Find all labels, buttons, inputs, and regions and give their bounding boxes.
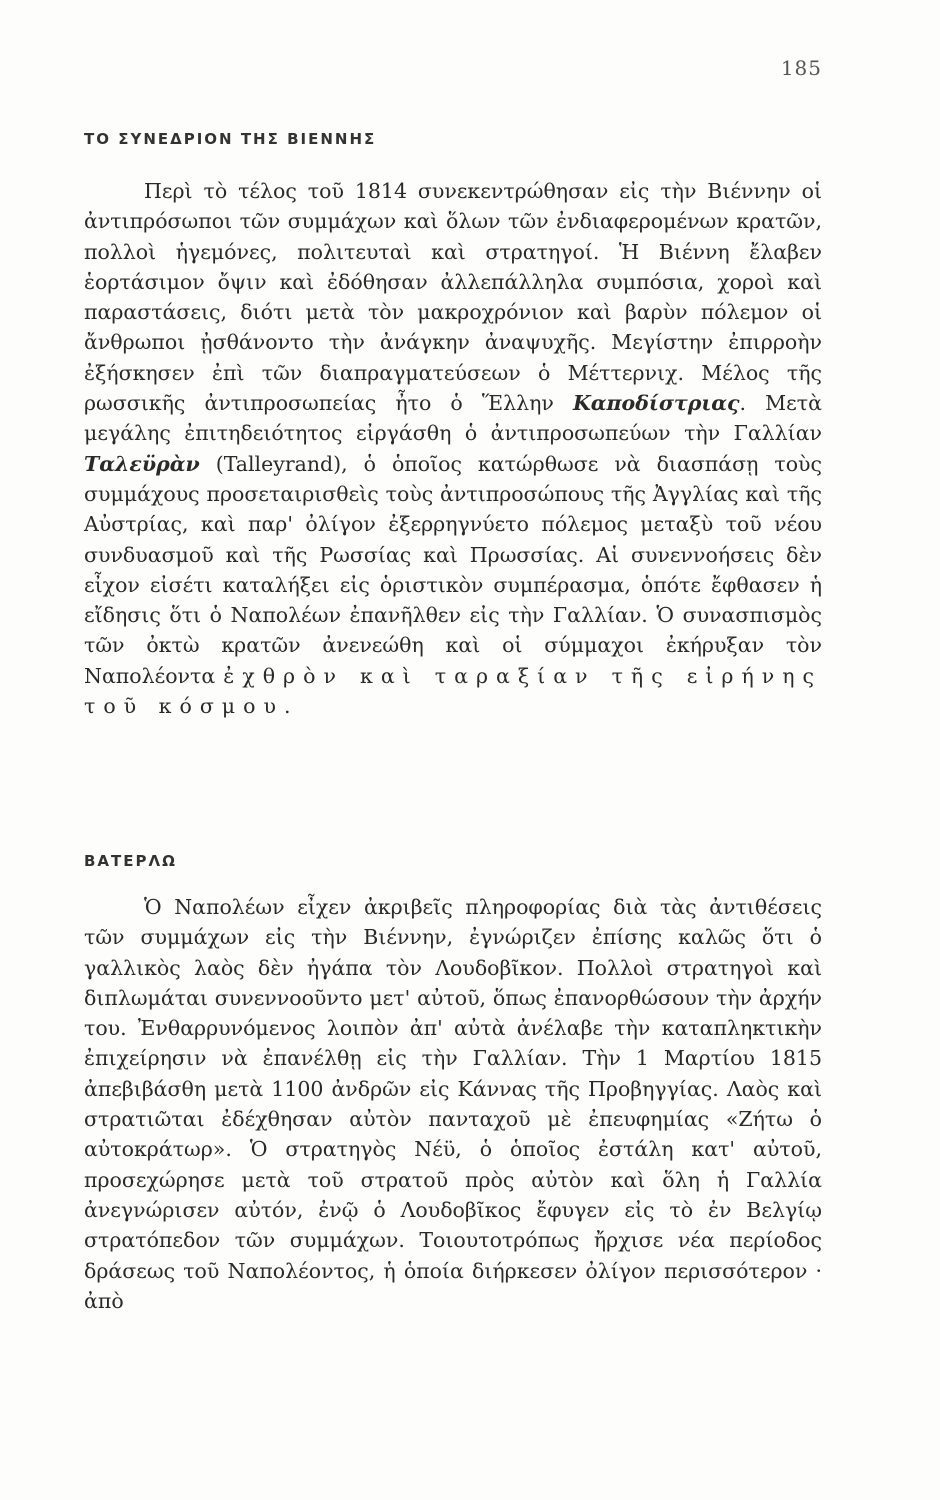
text-run: Περὶ τὸ τέλος τοῦ 1814 συνεκεντρώθησαν εἰς τὴν Βιέννην οἱ ἀντιπρόσωποι τῶν συμμάχων καὶ ὅλων τῶν ἐνδιαφερομένων κρατῶν, πολλοὶ ἡγεμόνες, πολιτευταὶ καὶ στρατηγοί. Ἡ Βιέννη ἔλαβεν ἑορτάσιμον ὄψιν καὶ ἐδόθησαν ἀλλεπάλληλα συμπόσια, χοροὶ καὶ παραστάσεις, διότι μετὰ τὸν μακροχρόνιον καὶ βαρὺν πόλεμον οἱ ἄνθρωποι ᾐσθάνοντο τὴν ἀνάγκην ἀναψυχῆς. Μεγίστην ἐπιρροὴν ἐξήσκησεν ἐπὶ τῶν διαπραγματεύσεων ὁ Μέττερνιχ. Μέλος τῆς ρωσσικῆς ἀντιπροσωπείας ἦτο ὁ Ἕλλην [84, 179, 822, 416]
name-kapodistrias: Καποδίστριας [572, 391, 740, 416]
name-talleyrand: Ταλεϋρὰν [84, 451, 200, 476]
section-heading-waterloo: ΒΑΤΕΡΛΩ [84, 852, 177, 870]
congress-paragraph [84, 176, 822, 721]
waterloo-paragraph: Ὁ Ναπολέων εἶχεν ἀκριβεῖς πληροφορίας διὰ τὰς ἀντιθέσεις τῶν συμμάχων εἰς τὴν Βιέννην, ἐγνώριζεν ἐπίσης καλῶς ὅτι ὁ γαλλικὸς λαὸς δὲν ἠγάπα τὸν Λουδοβῖκον. Πολλοὶ στρατηγοὶ καὶ διπλωμάται συνεννοοῦντο μετ' αὐτοῦ, ὅπως ἐπανορθώσουν τὴν ἀρχήν του. Ἐνθαρρυνόμενος λοιπὸν ἀπ' αὐτὰ ἀνέλαβε τὴν καταπληκτικὴν ἐπιχείρησιν νὰ ἐπανέλθῃ εἰς τὴν Γαλλίαν. Τὴν 1 Μαρτίου 1815 ἀπεβιβάσθη μετὰ 1100 ἀνδρῶν εἰς Κάννας τῆς Προβηγγίας. Λαὸς καὶ στρατιῶται ἐδέχθησαν αὐτὸν πανταχοῦ μὲ ἐπευφημίας «Ζήτω ὁ αὐτοκράτωρ». Ὁ στρατηγὸς Νέϋ, ὁ ὁποῖος ἐστάλη κατ' αὐτοῦ, προσεχώρησε μετὰ τοῦ στρατοῦ πρὸς αὐτὸν καὶ ὅλη ἡ Γαλλία ἀνεγνώρισεν αὐτόν, ἐνῷ ὁ Λουδοβῖκος ἔφυγεν εἰς τὸ ἐν Βελγίῳ στρατόπεδον τῶν συμμάχων. Τοιουτοτρόπως ἤρχισε νέα περίοδος δράσεως τοῦ Ναπολέοντος, ἡ ὁποία διήρκεσεν ὀλίγον περισσότερον · ἀπὸ [84, 895, 822, 1313]
text-run: (Talleyrand), ὁ ὁποῖος κατώρθωσε νὰ διασπάσῃ τοὺς συμμάχους προσεταιρισθεὶς τοὺς ἀντιπροσώπους τῆς Ἀγγλίας καὶ τῆς Αὐστρίας, καὶ παρ' ὀλίγον ἐξερρηγνύετο πόλεμος μεταξὺ τοῦ νέου συνδυασμοῦ καὶ τῆς Ρωσσίας καὶ Πρωσσίας. Αἱ συνεννοήσεις δὲν εἶχον εἰσέτι καταλήξει εἰς ὁριστικὸν συμπέρασμα, ὁπότε ἔφθασεν ἡ εἴδησις ὅτι ὁ Ναπολέων ἐπανῆλθεν εἰς τὴν Γαλλίαν. Ὁ συνασπισμὸς τῶν ὀκτὼ κρατῶν ἀνενεώθη καὶ οἱ σύμμαχοι ἐκήρυξαν τὸν Ναπολέοντα [84, 451, 822, 688]
text-run: . [283, 694, 291, 719]
page-number: 185 [780, 56, 822, 80]
section-heading-congress-of-vienna: ΤΟ ΣΥΝΕΔΡΙΟΝ ΤΗΣ ΒΙΕΝΝΗΣ [84, 130, 377, 148]
text-run: . Μετὰ μεγάλης ἐπιτηδειότητος εἰργάσθη ὁ ἀντιπροσωπεύων τὴν Γαλλίαν [84, 391, 822, 446]
spaced-emphasis: ἐχθρὸν καὶ ταραξίαν τῆς εἰρήνης τοῦ κόσμου [84, 663, 822, 719]
